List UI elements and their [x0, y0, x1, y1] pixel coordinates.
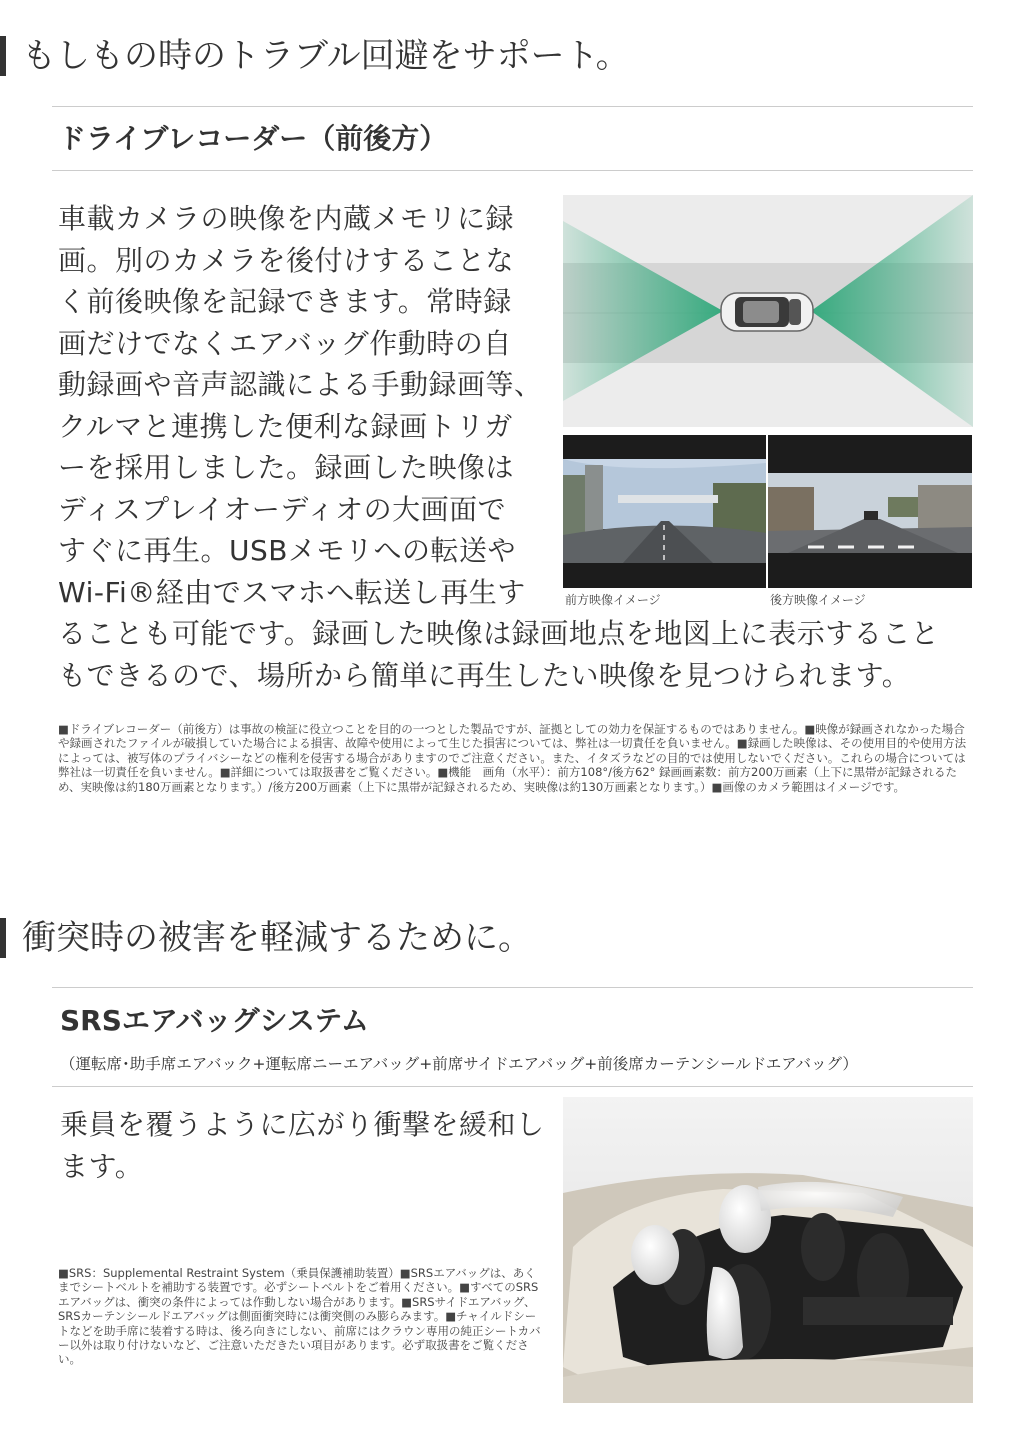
caption-front-image: 前方映像イメージ [565, 593, 661, 607]
lead-line: 動録画や音声認識による手動録画等、 [58, 368, 543, 401]
section-title-trouble-avoidance: もしもの時のトラブル回避をサポート。 [0, 36, 630, 76]
lead-line: Wi-Fi®経由でスマホへ転送し再生す [58, 575, 526, 609]
lead-line: ることも可能です。録画した映像は録画地点を地図上に表示すること [58, 617, 940, 650]
subtitle-srs-airbag: SRSエアバッグシステム [60, 1004, 369, 1037]
divider [52, 170, 973, 171]
airbag-types-list: （運転席･助手席エアバック+運転席ニーエアバッグ+前席サイドエアバッグ+前後席カーテンシールドエアバッグ） [60, 1055, 858, 1073]
airbag-car-illustration [563, 1097, 973, 1403]
lead-line: ーを採用しました。録画した映像は [58, 451, 515, 484]
lead-line: ディスプレイオーディオの大画面で [58, 492, 507, 526]
section-title-collision-mitigation: 衝突時の被害を軽減するために。 [0, 918, 532, 958]
lead-line: すぐに再生。USBメモリへの転送や [58, 534, 516, 567]
lead-line: もできるので、場所から簡単に再生したい映像を見つけられます。 [58, 658, 911, 692]
lead-line: く前後映像を記録できます。常時録 [58, 285, 512, 318]
lead-line: 車載カメラの映像を内蔵メモリに録 [58, 202, 515, 235]
car-top-view [721, 293, 813, 331]
subtitle-drive-recorder: ドライブレコーダー（前後方） [58, 122, 448, 155]
front-camera-image [563, 435, 766, 588]
divider [52, 106, 973, 107]
drive-recorder-notes: ■ドライブレコーダー（前後方）は事故の検証に役立つことを目的の一つとした製品ですが、証拠としての効力を保証するものではありません。■映像が録画されなかった場合や録画されたファイルが破損していた場合による損害、故障や使用によって生じた損害については、弊社は一切責任を負いません。■録画した映像は、その使用目的や使用方法によっては、被写体のプライバシーなどの権利を侵害する場合がありますのでご注意ください。また、イタズラなどの目的では使用しないでください。これらの場合については弊社は一切責任を負いません。■詳細については取扱書をご覧ください。■機能 画角（水平）：前方108°/後方62° 録画画素数：前方200万画素（上下に黒帯が記録されるため、実映像は約180万画素となります。）/後方200万画素（上下に黒帯が記録されるため、実映像は約130万画素となります。）■画像のカメラ範囲はイメージです。 [58, 722, 967, 794]
divider [52, 987, 973, 988]
airbag-lead-text: 乗員を覆うように広がり衝撃を緩和します。 [60, 1108, 545, 1183]
camera-range-illustration [563, 195, 973, 427]
caption-rear-image: 後方映像イメージ [770, 593, 866, 607]
lead-line: 画。別のカメラを後付けすることな [58, 243, 515, 277]
divider [52, 1086, 973, 1087]
lead-line: クルマと連携した便利な録画トリガ [58, 409, 513, 443]
airbag-notes: ■SRS：Supplemental Restraint System（乗員保護補助装置）■SRSエアバッグは、あくまでシートベルトを補助する装置です。必ずシートベルトをご着用ください。■すべてのSRSエアバッグは、衝突の条件によっては作動しない場合があります。■SRSサイドエアバッグ、SRSカーテンシールドエアバッグは側面衝突時には衝突側のみ膨らみます。■チャイルドシートなどを助手席に装着する時は、後ろ向きにしない、前席にはクラウン専用の純正シートカバー以外は取り付けないなど、ご注意いただきたい項目があります。必ず取扱書をご覧ください。 [58, 1266, 541, 1367]
rear-camera-image [768, 435, 972, 588]
lead-line: 画だけでなくエアバッグ作動時の自 [58, 326, 512, 360]
